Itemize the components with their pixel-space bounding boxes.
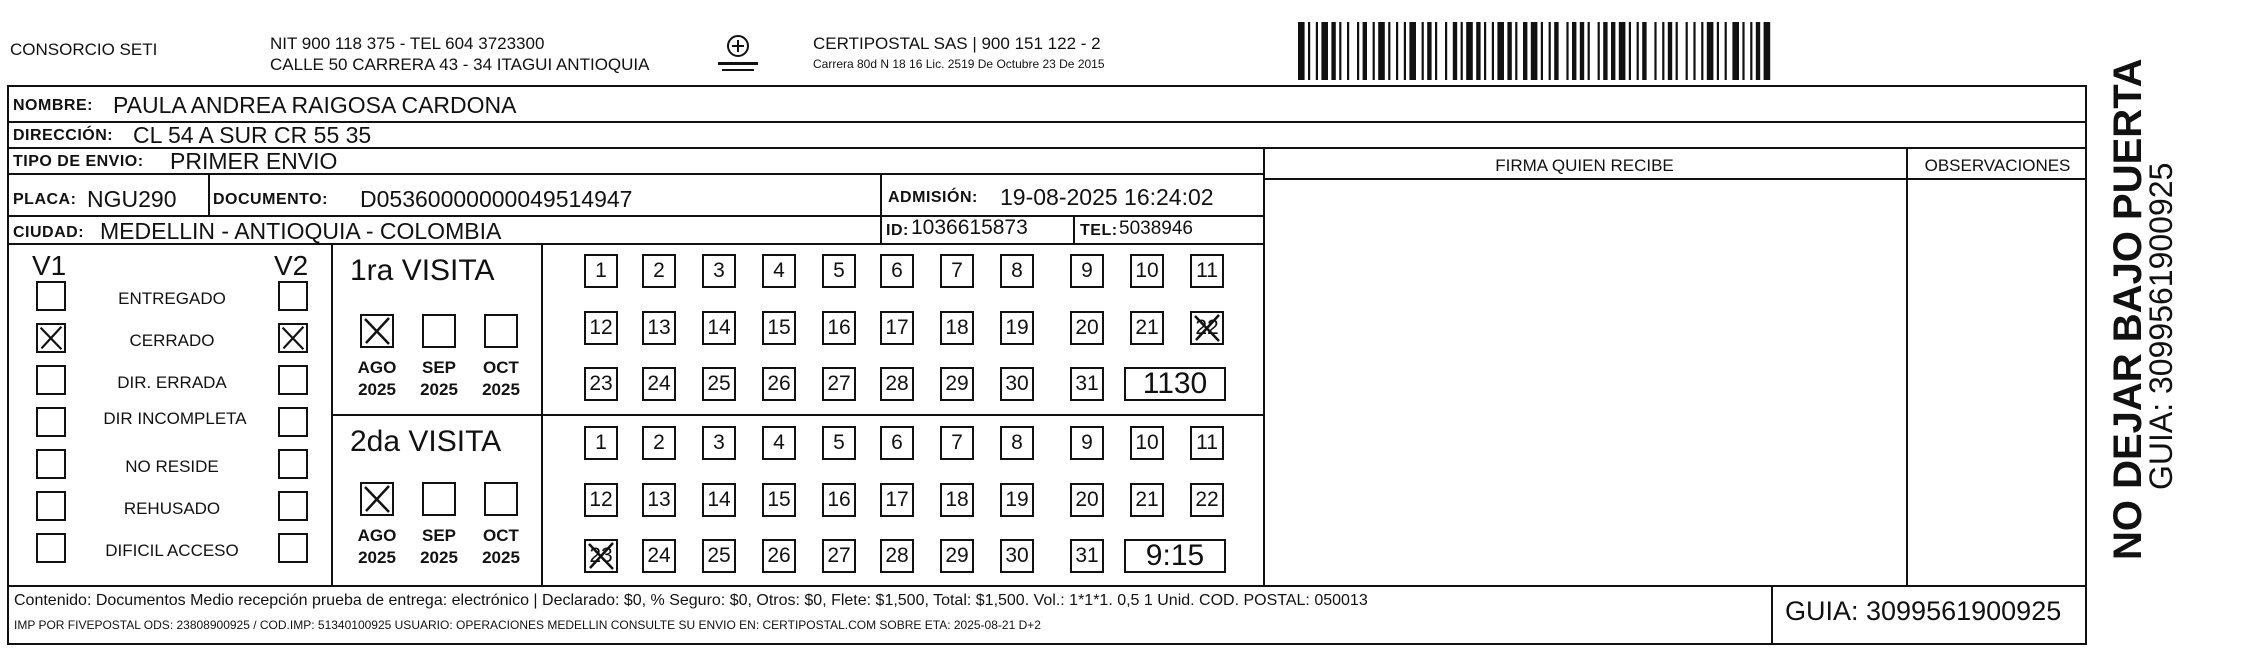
barcode-bar — [1598, 22, 1600, 80]
check-mark-icon — [280, 325, 306, 351]
barcode-bar — [1701, 22, 1703, 80]
barcode-bar — [1549, 22, 1551, 80]
day-box[interactable]: 2 — [642, 426, 676, 460]
barcode-bar — [1523, 22, 1527, 80]
v1-checkbox[interactable] — [36, 533, 66, 563]
direccion-label: DIRECCIÓN: — [13, 127, 114, 144]
month-checkbox[interactable] — [422, 314, 456, 348]
barcode-bar — [1476, 22, 1480, 80]
day-box[interactable]: 5 — [822, 254, 856, 288]
day-box[interactable]: 4 — [762, 254, 796, 288]
footer-line-2: IMP POR FIVEPOSTAL ODS: 23808900925 / COD.IMP: 51340100925 USUARIO: OPERACIONES MEDELLIN CONSULTE SU ENVIO EN: CERTIPOSTAL.COM SOBRE ETA: 2025-08-21 D+2 — [14, 618, 1041, 632]
barcode-bar — [1347, 22, 1349, 80]
hour-box[interactable]: 1130 — [1124, 367, 1226, 401]
year-label: 2025 — [420, 380, 458, 399]
day-box[interactable]: 1 — [584, 426, 618, 460]
nit-line: NIT 900 118 375 - TEL 604 3723300 — [270, 34, 545, 53]
barcode-bar — [1668, 22, 1672, 80]
day-box[interactable]: 26 — [762, 367, 796, 401]
day-box[interactable]: 9 — [1070, 426, 1104, 460]
check-mark-icon — [586, 541, 616, 571]
day-box[interactable]: 1 — [584, 254, 618, 288]
day-box[interactable]: 24 — [642, 539, 676, 573]
v2-checkbox[interactable] — [278, 365, 308, 395]
day-box[interactable]: 20 — [1070, 483, 1104, 517]
barcode-bar — [1642, 22, 1646, 80]
status-label: NO RESIDE — [125, 457, 219, 476]
nombre-value: PAULA ANDREA RAIGOSA CARDONA — [113, 92, 517, 118]
day-box[interactable]: 19 — [1000, 311, 1034, 345]
direccion-value: CL 54 A SUR CR 55 35 — [133, 122, 372, 148]
year-label: 2025 — [420, 548, 458, 567]
footer-line-1: Contenido: Documentos Medio recepción prueba de entrega: electrónico | Declarado: $0, % Seguro: $0, Otros: $0, Flete: $1,500, Total: $1,500. Vol.: 1*1*1. 0,5 1 Unid. COD. POSTAL: 050013 — [14, 592, 1368, 609]
certipostal-line-2: Carrera 80d N 18 16 Lic. 2519 De Octubre 23 De 2015 — [813, 57, 1105, 71]
v2-checkbox[interactable] — [278, 449, 308, 479]
barcode-bar — [1588, 22, 1590, 80]
month-checkbox[interactable] — [360, 314, 394, 348]
check-mark-icon — [362, 316, 392, 346]
barcode-bar — [1515, 22, 1517, 80]
v1-checkbox[interactable] — [36, 449, 66, 479]
barcode-bar — [1662, 22, 1664, 80]
day-box[interactable]: 8 — [1000, 426, 1034, 460]
admision-label: ADMISIÓN: — [888, 189, 978, 206]
v1-checkbox[interactable] — [36, 365, 66, 395]
month-label: AGO — [357, 358, 397, 377]
v1-label: V1 — [32, 250, 67, 281]
day-box[interactable]: 6 — [880, 426, 914, 460]
barcode-bar — [1316, 22, 1318, 80]
v1-checkbox[interactable] — [36, 491, 66, 521]
day-box[interactable]: 25 — [702, 367, 736, 401]
day-box[interactable]: 10 — [1130, 426, 1164, 460]
day-box[interactable]: 23 — [584, 367, 618, 401]
day-box[interactable]: 8 — [1000, 254, 1034, 288]
barcode-bar — [1693, 22, 1695, 80]
day-box[interactable]: 18 — [940, 483, 974, 517]
check-mark-icon — [1192, 313, 1222, 343]
year-label: 2025 — [482, 548, 520, 567]
barcode-bar — [1497, 22, 1504, 80]
day-box[interactable]: 21 — [1130, 311, 1164, 345]
barcode-bar — [1422, 22, 1424, 80]
year-label: 2025 — [358, 548, 396, 567]
barcode-bar — [1707, 22, 1714, 80]
side-guia: GUIA: 3099561900925 — [2143, 162, 2179, 490]
day-box[interactable]: 20 — [1070, 311, 1104, 345]
admision-value: 19-08-2025 16:24:02 — [1000, 184, 1214, 210]
nombre-label: NOMBRE: — [13, 97, 93, 114]
day-box[interactable]: 15 — [762, 483, 796, 517]
v1-checkbox[interactable] — [36, 407, 66, 437]
barcode-bar — [1378, 22, 1385, 80]
address-line: CALLE 50 CARRERA 43 - 34 ITAGUI ANTIOQUIA — [270, 55, 650, 74]
barcode-bar — [1732, 22, 1739, 80]
day-box[interactable]: 23 — [584, 539, 618, 573]
v2-checkbox[interactable] — [278, 407, 308, 437]
placa-value: NGU290 — [87, 186, 177, 212]
day-box[interactable]: 2 — [642, 254, 676, 288]
day-box[interactable]: 27 — [822, 367, 856, 401]
barcode-bar — [1676, 22, 1678, 80]
day-box[interactable]: 7 — [940, 254, 974, 288]
barcode-bar — [1725, 22, 1727, 80]
barcode-bar — [1566, 22, 1568, 80]
ciudad-label: CIUDAD: — [13, 224, 85, 241]
day-box[interactable]: 22 — [1190, 311, 1224, 345]
barcode-bar — [1637, 22, 1639, 80]
company-name: CONSORCIO SETI — [10, 40, 158, 59]
barcode-bar — [1750, 22, 1752, 80]
barcode-bar — [1308, 22, 1310, 80]
barcode-bar — [1580, 22, 1584, 80]
day-box[interactable]: 13 — [642, 483, 676, 517]
day-box[interactable]: 14 — [702, 483, 736, 517]
barcode-bar — [1572, 22, 1576, 80]
ciudad-value: MEDELLIN - ANTIOQUIA - COLOMBIA — [100, 218, 502, 244]
day-box[interactable]: 5 — [822, 426, 856, 460]
barcode-bar — [1619, 22, 1626, 80]
day-box[interactable]: 11 — [1190, 426, 1224, 460]
day-box[interactable]: 3 — [702, 254, 736, 288]
id-value: 1036615873 — [911, 216, 1028, 239]
barcode-bar — [1363, 22, 1367, 80]
barcode-bar — [1541, 22, 1543, 80]
barcode-bar — [1742, 22, 1744, 80]
day-box[interactable]: 19 — [1000, 483, 1034, 517]
barcode-bar — [1507, 22, 1511, 80]
barcode-bar — [1756, 22, 1760, 80]
day-box[interactable]: 11 — [1190, 254, 1224, 288]
status-label: DIR. ERRADA — [117, 373, 227, 392]
v2-checkbox[interactable] — [278, 533, 308, 563]
day-box[interactable]: 31 — [1070, 367, 1104, 401]
tipo-envio-label: TIPO DE ENVIO: — [13, 153, 144, 170]
day-box[interactable]: 18 — [940, 311, 974, 345]
day-box[interactable]: 28 — [880, 367, 914, 401]
month-label: SEP — [421, 526, 457, 545]
v1-checkbox[interactable] — [36, 281, 66, 311]
day-box[interactable]: 4 — [762, 426, 796, 460]
barcode-bar — [1492, 22, 1494, 80]
day-box[interactable]: 27 — [822, 539, 856, 573]
day-box[interactable]: 9 — [1070, 254, 1104, 288]
day-box[interactable]: 31 — [1070, 539, 1104, 573]
barcode-bar — [1396, 22, 1398, 80]
v2-checkbox[interactable] — [278, 323, 308, 353]
day-box[interactable]: 12 — [584, 311, 618, 345]
day-box[interactable]: 7 — [940, 426, 974, 460]
barcode-bar — [1466, 22, 1473, 80]
barcode-bar — [1717, 22, 1719, 80]
documento-value: D05360000000049514947 — [360, 186, 633, 212]
day-box[interactable]: 16 — [822, 483, 856, 517]
barcode-bar — [1554, 22, 1558, 80]
barcode-bar — [1388, 22, 1390, 80]
barcode-bar — [1404, 22, 1406, 80]
day-box[interactable]: 29 — [940, 367, 974, 401]
barcode-bar — [1445, 22, 1447, 80]
check-mark-icon — [38, 325, 64, 351]
barcode-bar — [1611, 22, 1615, 80]
day-box[interactable]: 22 — [1190, 483, 1224, 517]
v2-checkbox[interactable] — [278, 281, 308, 311]
barcode-bar — [1339, 22, 1341, 80]
status-label: REHUSADO — [123, 499, 221, 518]
barcode-bar — [1603, 22, 1607, 80]
hour-box[interactable]: 9:15 — [1124, 539, 1226, 573]
tel-value: 5038946 — [1119, 218, 1193, 239]
month-checkbox[interactable] — [484, 314, 518, 348]
barcode-bar — [1331, 22, 1335, 80]
status-label: DIFICIL ACCESO — [105, 541, 239, 560]
barcode-bar — [1409, 22, 1416, 80]
barcode-bar — [1298, 22, 1305, 80]
day-box[interactable]: 21 — [1130, 483, 1164, 517]
barcode-bar — [1531, 22, 1538, 80]
observaciones-label: OBSERVACIONES — [1924, 156, 2071, 175]
certipostal-logo-icon — [712, 32, 764, 76]
barcode-bar — [1764, 22, 1771, 80]
day-box[interactable]: 25 — [702, 539, 736, 573]
visit2-title: 2da VISITA — [350, 425, 502, 458]
barcode — [1296, 22, 1932, 80]
day-box[interactable]: 13 — [642, 311, 676, 345]
day-box[interactable]: 16 — [822, 311, 856, 345]
status-label: ENTREGADO — [118, 289, 226, 308]
barcode-bar — [1453, 22, 1457, 80]
v2-label: V2 — [274, 250, 309, 281]
barcode-bar — [1427, 22, 1431, 80]
day-box[interactable]: 24 — [642, 367, 676, 401]
check-mark-icon — [362, 484, 392, 514]
barcode-bar — [1484, 22, 1486, 80]
barcode-bar — [1461, 22, 1463, 80]
barcode-bar — [1654, 22, 1656, 80]
v2-checkbox[interactable] — [278, 491, 308, 521]
year-label: 2025 — [358, 380, 396, 399]
day-box[interactable]: 17 — [880, 483, 914, 517]
day-box[interactable]: 17 — [880, 311, 914, 345]
barcode-bar — [1321, 22, 1328, 80]
day-box[interactable]: 26 — [762, 539, 796, 573]
day-box[interactable]: 30 — [1000, 367, 1034, 401]
day-box[interactable]: 28 — [880, 539, 914, 573]
v1-checkbox[interactable] — [36, 323, 66, 353]
firma-quien-recibe-label: FIRMA QUIEN RECIBE — [1495, 156, 1674, 175]
day-box[interactable]: 10 — [1130, 254, 1164, 288]
month-checkbox[interactable] — [422, 482, 456, 516]
month-label: SEP — [421, 358, 457, 377]
month-label: OCT — [483, 358, 519, 377]
documento-label: DOCUMENTO: — [213, 191, 328, 208]
day-box[interactable]: 6 — [880, 254, 914, 288]
barcode-bar — [1435, 22, 1437, 80]
day-box[interactable]: 30 — [1000, 539, 1034, 573]
certipostal-line-1: CERTIPOSTAL SAS | 900 151 122 - 2 — [813, 34, 1101, 53]
month-label: AGO — [357, 526, 397, 545]
placa-label: PLACA: — [13, 191, 77, 208]
status-label: CERRADO — [129, 331, 215, 350]
month-label: OCT — [483, 526, 519, 545]
day-box[interactable]: 12 — [584, 483, 618, 517]
tel-label: TEL: — [1080, 222, 1118, 239]
status-label: DIR INCOMPLETA — [103, 409, 247, 428]
day-box[interactable]: 3 — [702, 426, 736, 460]
barcode-bar — [1357, 22, 1359, 80]
barcode-bar — [1629, 22, 1631, 80]
barcode-bar — [1686, 22, 1688, 80]
no-dejar-bajo-puerta: NO DEJAR BAJO PUERTA — [2106, 58, 2150, 560]
day-box[interactable]: 15 — [762, 311, 796, 345]
tipo-envio-value: PRIMER ENVIO — [170, 148, 338, 174]
day-box[interactable]: 14 — [702, 311, 736, 345]
visit1-title: 1ra VISITA — [350, 254, 495, 287]
month-checkbox[interactable] — [484, 482, 518, 516]
id-label: ID: — [886, 222, 909, 239]
year-label: 2025 — [482, 380, 520, 399]
footer-guia: GUIA: 3099561900925 — [1785, 596, 2062, 626]
barcode-bar — [1373, 22, 1375, 80]
month-checkbox[interactable] — [360, 482, 394, 516]
day-box[interactable]: 29 — [940, 539, 974, 573]
